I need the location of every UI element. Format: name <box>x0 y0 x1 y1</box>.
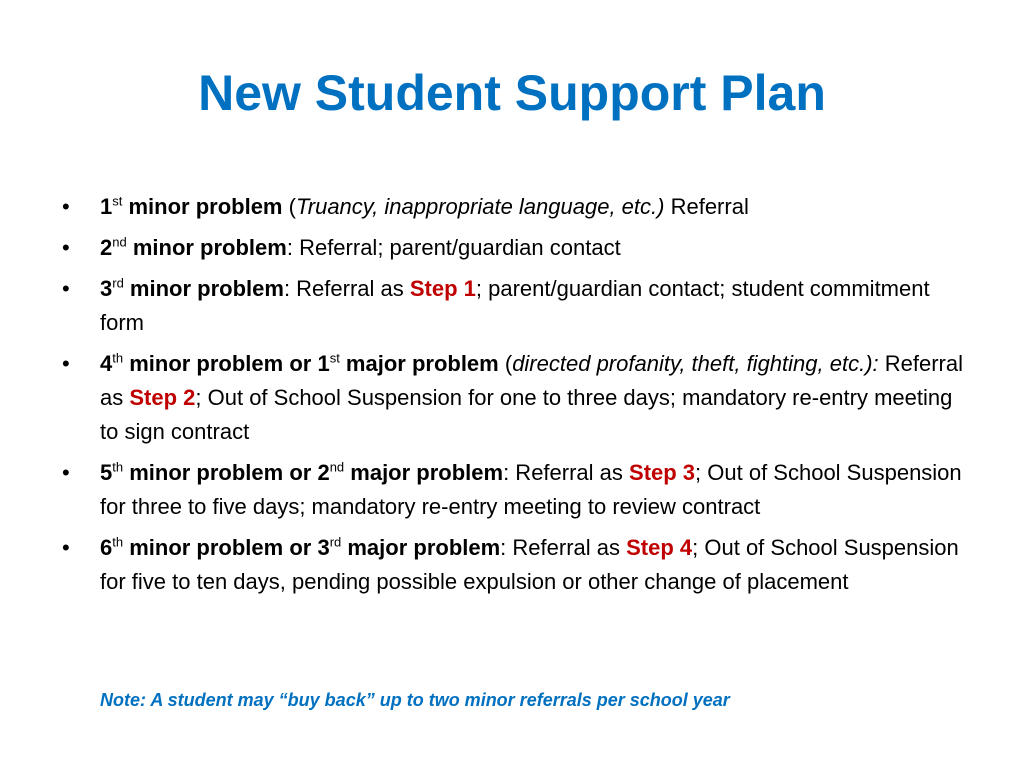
item-text: Referral as <box>100 351 963 410</box>
problem-label: minor problem <box>123 276 284 301</box>
item-text: ( <box>282 194 296 219</box>
problem-label: minor problem or 2 <box>123 460 330 485</box>
bullet-icon: • <box>62 235 70 260</box>
problem-label: major problem <box>344 460 504 485</box>
bullet-icon: • <box>62 351 70 376</box>
item-text: : Referral; parent/guardian contact <box>286 235 621 260</box>
item-text: : Referral as <box>283 276 410 301</box>
list-item <box>62 190 972 224</box>
problem-ordinal: 6 <box>100 535 113 560</box>
problem-label: minor problem or 1 <box>123 351 330 376</box>
list-item <box>62 347 972 449</box>
bullet-list <box>62 190 972 606</box>
item-text: ( <box>498 351 513 376</box>
item-text: : Referral as <box>503 460 630 485</box>
problem-ordinal: 2 <box>100 235 113 260</box>
problem-label: minor problem <box>126 235 287 260</box>
step-label: Step 2 <box>129 385 196 410</box>
ordinal-suffix: st <box>329 350 340 366</box>
item-text: ; Out of School Suspension for five to ten days, pending possible expulsion or other change of placement <box>100 535 959 594</box>
bullet-icon: • <box>62 194 70 219</box>
bullet-icon: • <box>62 460 70 485</box>
step-label: Step 1 <box>409 276 476 301</box>
problem-ordinal: 5 <box>100 460 113 485</box>
slide-title: New Student Support Plan <box>198 65 826 121</box>
bullet-icon: • <box>62 276 70 301</box>
ordinal-suffix: rd <box>112 275 124 291</box>
bullet-icon: • <box>62 535 70 560</box>
ordinal-suffix: th <box>112 350 124 366</box>
item-text: : Referral as <box>500 535 627 560</box>
ordinal-suffix: nd <box>329 459 345 475</box>
item-examples: directed profanity, theft, fighting, etc.): <box>512 351 879 376</box>
ordinal-suffix: th <box>112 459 124 475</box>
item-text: ; Out of School Suspension for one to three days; mandatory re-entry meeting to sign contract <box>100 385 953 444</box>
problem-ordinal: 4 <box>100 351 113 376</box>
problem-label: major problem <box>339 351 499 376</box>
item-text: ; parent/guardian contact; student commitment form <box>100 276 930 335</box>
item-text: ; Out of School Suspension for three to five days; mandatory re-entry meeting to review contract <box>100 460 962 519</box>
problem-label: minor problem <box>122 194 283 219</box>
list-item <box>62 456 972 524</box>
list-item <box>62 531 972 599</box>
buyback-note: Note: A student may “buy back” up to two minor referrals per school year <box>100 690 730 710</box>
ordinal-suffix: st <box>112 193 123 209</box>
ordinal-suffix: th <box>112 534 124 550</box>
step-label: Step 4 <box>626 535 693 560</box>
item-text: Referral <box>664 194 749 219</box>
problem-ordinal: 1 <box>100 194 113 219</box>
list-item <box>62 272 972 340</box>
problem-label: minor problem or 3 <box>123 535 330 560</box>
step-label: Step 3 <box>629 460 696 485</box>
problem-label: major problem <box>341 535 501 560</box>
problem-ordinal: 3 <box>100 276 113 301</box>
list-item <box>62 231 972 265</box>
ordinal-suffix: nd <box>112 234 127 250</box>
item-examples: Truancy, inappropriate language, etc.) <box>295 194 665 219</box>
ordinal-suffix: rd <box>329 534 342 550</box>
